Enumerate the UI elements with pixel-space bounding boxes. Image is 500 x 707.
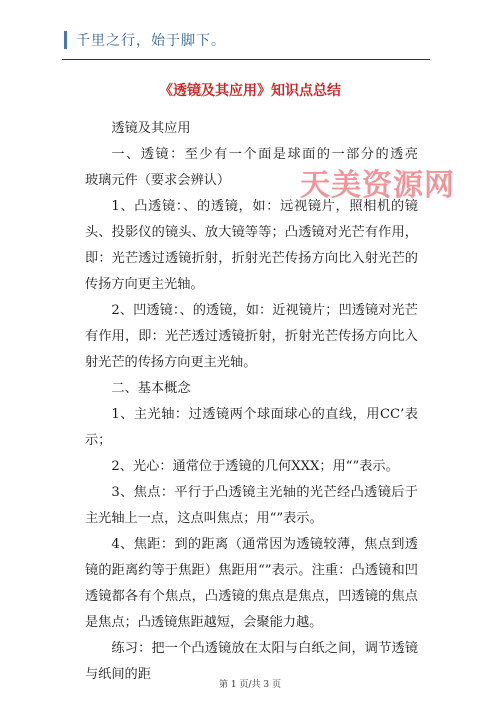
paragraph: 2、光心：通常位于透镜的几何XXX；用“”表示。 (111, 459, 399, 474)
page-header (64, 30, 226, 50)
paragraph: 4、焦距：到的距离（通常因为透镜较薄，焦点到透镜的距离约等于焦距）焦距用“”表示。注重：凸透镜和凹透镜都各有个焦点，凸透镜的焦点是焦点，凹透镜的焦点是焦点；凸透镜焦距越短，会聚能力越。 (85, 537, 418, 630)
header-accent-bar (64, 31, 67, 49)
paragraph: 1、凸透镜：、的透镜，如：远视镜片，照相机的镜头、投影仪的镜头、放大镜等等；凸透镜对光芒有作用，即：光芒透过透镜折射，折射光芒传扬方向比入射光芒的传扬方向更主光轴。 (85, 199, 418, 292)
watermark-logo: 天美资源网 (300, 168, 455, 203)
paragraph: 3、焦点：平行于凸透镜主光轴的光芒经凸透镜后于主光轴上一点，这点叫焦点；用“”表示。 (85, 485, 418, 526)
header-divider (62, 59, 430, 60)
paragraph: 二、基本概念 (111, 381, 191, 396)
document-body (85, 116, 498, 688)
document-title: 《透镜及其应用》知识点总结 (159, 83, 341, 99)
paragraph: 透镜及其应用 (111, 121, 191, 136)
paragraph: 一、透镜：至少有一个面是球面的一部分的透亮 玻璃元件（要求会辨认） (85, 147, 498, 188)
header-motto: 千里之行，始于脚下。 (76, 33, 226, 49)
paragraph: 练习：把一个凸透镜放在太阳与白纸之间，调节透镜与纸间的距 (85, 641, 418, 682)
paragraph: 2、凹透镜：、的透镜，如：近视镜片；凹透镜对光芒有作用，即：光芒透过透镜折射，折射光芒传扬方向比入射光芒的传扬方向更主光轴。 (85, 303, 418, 370)
page-number-footer: 第 1 页/共 3 页 (219, 680, 281, 690)
paragraph: 1、主光轴：过透镜两个球面球心的直线，用CC’表示； (85, 407, 418, 448)
